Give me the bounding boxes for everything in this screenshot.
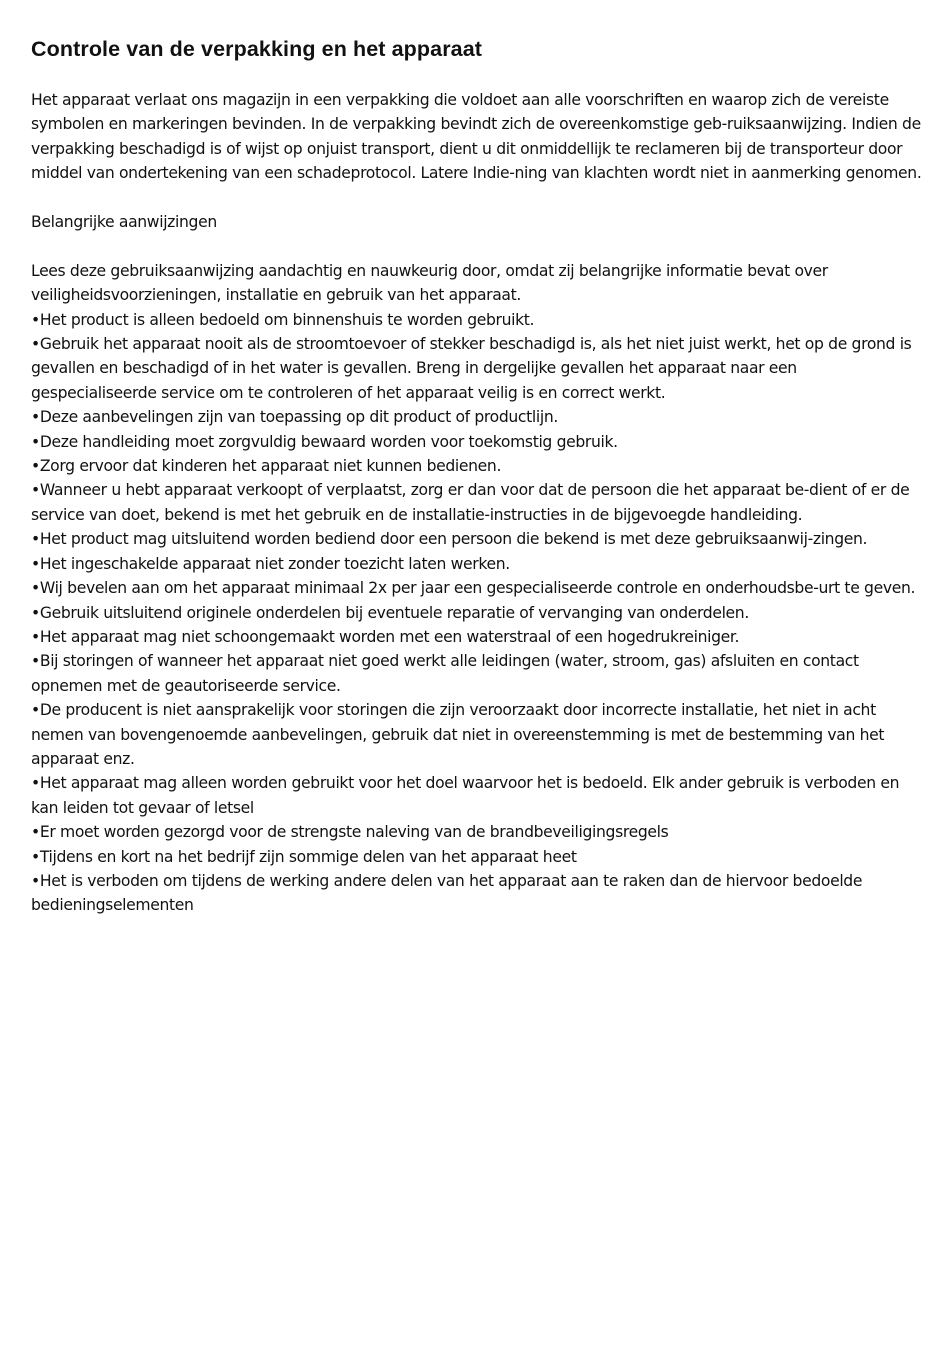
list-item: •Het apparaat mag niet schoongemaakt worden met een waterstraal of een hogedrukreiniger.: [31, 627, 740, 646]
list-item: •Bij storingen of wanneer het apparaat niet goed werkt alle leidingen (water, stroom, gas) afsluiten en contact opnemen met de geautoriseerde service.: [31, 652, 859, 695]
list-item: •De producent is niet aansprakelijk voor storingen die zijn veroorzaakt door incorrecte installatie, het niet in acht nemen van bovengenoemde aanbevelingen, gebruik dat niet in overeenstemming is met de bestemming van het apparaat enz.: [31, 701, 885, 768]
list-item: •Het product is alleen bedoeld om binnenshuis te worden gebruikt.: [31, 310, 535, 329]
list-item: •Tijdens en kort na het bedrijf zijn sommige delen van het apparaat heet: [31, 847, 577, 866]
list-item: •Deze aanbevelingen zijn van toepassing op dit product of productlijn.: [31, 408, 558, 427]
bullet-list: [31, 308, 923, 918]
list-item: •Wij bevelen aan om het apparaat minimaal 2x per jaar een gespecialiseerde controle en onderhoudsbe-urt te geven.: [31, 579, 916, 598]
page-title: Controle van de verpakking en het apparaat: [31, 37, 483, 61]
list-item: •Deze handleiding moet zorgvuldig bewaard worden voor toekomstig gebruik.: [31, 432, 618, 451]
list-item: •Het is verboden om tijdens de werking andere delen van het apparaat aan te raken dan de hiervoor bedoelde bedieningselementen: [31, 871, 863, 915]
list-item: •Er moet worden gezorgd voor de strengste naleving van de brandbeveiligingsregels: [31, 823, 669, 842]
list-item: •Zorg ervoor dat kinderen het apparaat niet kunnen bedienen.: [31, 457, 502, 476]
spacer: [31, 186, 923, 210]
list-item: •Het ingeschakelde apparaat niet zonder toezicht laten werken.: [31, 554, 510, 573]
list-item: •Gebruik uitsluitend originele onderdelen bij eventuele reparatie of vervanging van onderdelen.: [31, 603, 749, 622]
section-subheading: Belangrijke aanwijzingen: [31, 213, 217, 232]
intro-paragraph: Het apparaat verlaat ons magazijn in een verpakking die voldoet aan alle voorschriften en waarop zich de vereiste symbolen en markeringen bevinden. In de verpakking bevindt zich de overeenkomstige geb-ruiksaanwijzing. Indien de verpakking beschadigd is of wijst op onjuist transport, dient u dit onmiddellijk te reclameren bij de transporteur door middel van ondertekening van een schadeprotocol. Latere Indie-ning van klachten wordt niet in aanmerking genomen.: [31, 91, 922, 183]
lead-paragraph: Lees deze gebruiksaanwijzing aandachtig en nauwkeurig door, omdat zij belangrijke informatie bevat over veiligheidsvoorzieningen, installatie en gebruik van het apparaat.: [31, 261, 828, 305]
list-item: •Het product mag uitsluitend worden bediend door een persoon die bekend is met deze gebruiksaanwij-zingen.: [31, 530, 868, 549]
document-page: [31, 34, 923, 918]
list-item: •Het apparaat mag alleen worden gebruikt voor het doel waarvoor het is bedoeld. Elk ander gebruik is verboden en kan leiden tot gevaar of letsel: [31, 774, 900, 817]
spacer: [31, 234, 923, 258]
list-item: •Wanneer u hebt apparaat verkoopt of verplaatst, zorg er dan voor dat de persoon die het apparaat be-dient of er de service van doet, bekend is met het gebruik en de installatie-instructies in de bijgevoegde handleiding.: [31, 481, 910, 524]
list-item: •Gebruik het apparaat nooit als de stroomtoevoer of stekker beschadigd is, als het niet juist werkt, het op de grond is gevallen en beschadigd of in het water is gevallen. Breng in dergelijke gevallen het apparaat naar een gespecialiseerde service om te controleren of het apparaat veilig is en correct werkt.: [31, 335, 912, 402]
